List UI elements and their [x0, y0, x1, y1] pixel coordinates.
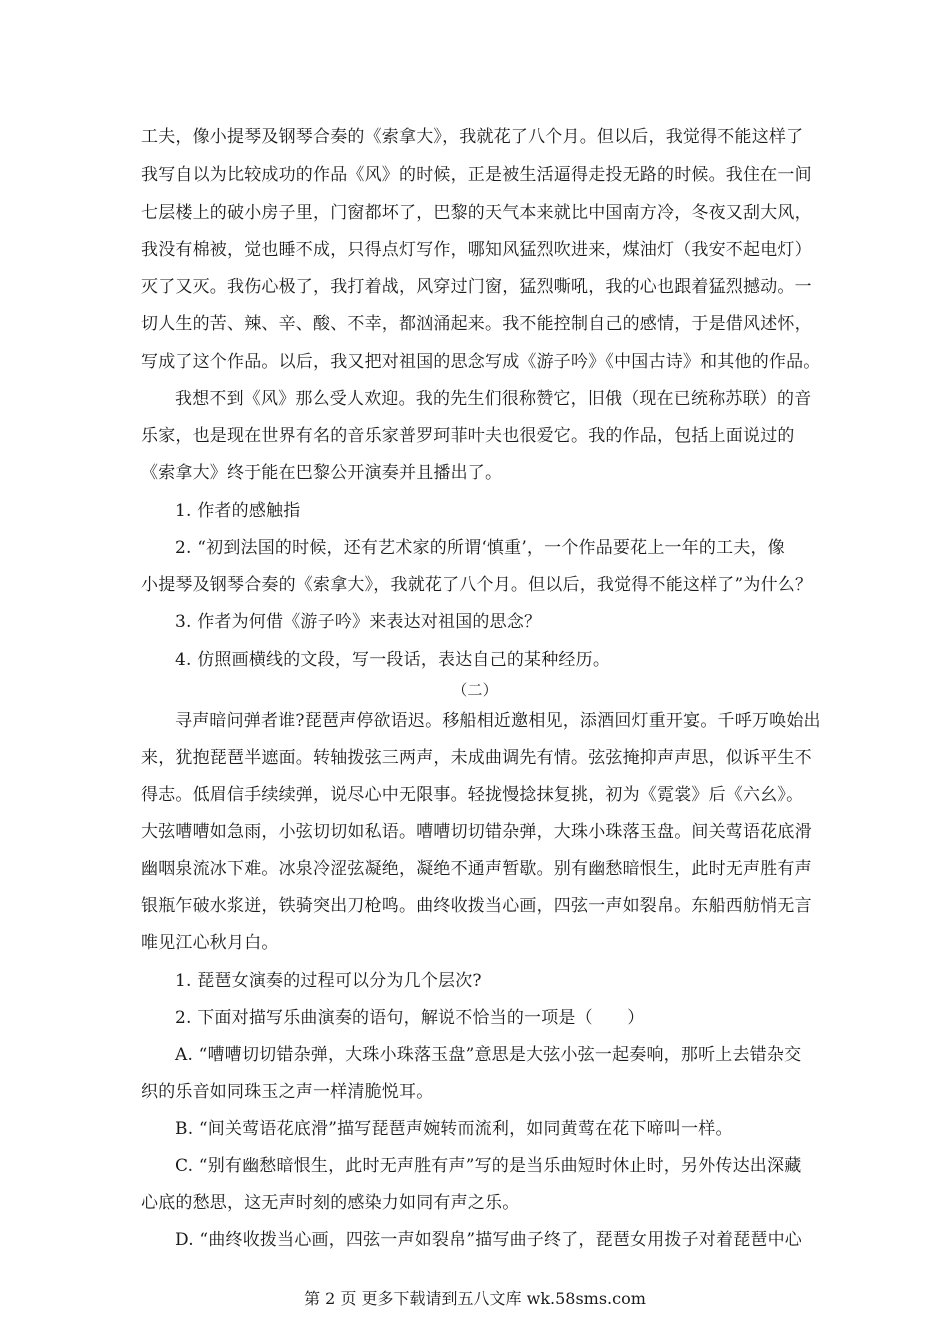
- question-item: 1. 作者的感触指: [175, 501, 301, 521]
- answer-option-d: D. “曲终收拨当心画，四弦一声如裂帛”描写曲子终了，琵琶女用拨子对着琵琶中心: [175, 1230, 803, 1250]
- passage-1-line: 写成了这个作品。以后，我又把对祖国的思念写成《游子吟》《中国古诗》和其他的作品。: [141, 352, 821, 372]
- passage-1-line: 工夫，像小提琴及钢琴合奏的《索拿大》，我就花了八个月。但以后，我觉得不能这样了: [141, 127, 804, 147]
- question-item: 2. “初到法国的时候，还有艺术家的所谓‘慎重’，一个作品要花上一年的工夫，像: [175, 538, 785, 558]
- poem-line: 唯见江心秋月白。: [141, 933, 279, 953]
- question-item: 3. 作者为何借《游子吟》来表达对祖国的思念？: [175, 612, 542, 632]
- passage-1-line: 《索拿大》终于能在巴黎公开演奏并且播出了。: [141, 463, 503, 483]
- page-footer: 第 2 页 更多下载请到五八文库 wk.58sms.com: [304, 1289, 646, 1308]
- passage-1-line: 我没有棉被，觉也睡不成，只得点灯写作，哪知风猛烈吹进来，煤油灯（我安不起电灯）: [141, 240, 812, 260]
- answer-option-a: A. “嘈嘈切切错杂弹，大珠小珠落玉盘”意思是大弦小弦一起奏响，那听上去错杂交: [175, 1045, 802, 1065]
- poem-line: 寻声暗问弹者谁?琵琶声停欲语迟。移船相近邀相见，添酒回灯重开宴。千呼万唤始出: [175, 711, 821, 731]
- section-heading: （二）: [452, 681, 498, 699]
- answer-option-c: C. “别有幽愁暗恨生，此时无声胜有声”写的是当乐曲短时休止时，另外传达出深藏: [175, 1156, 802, 1176]
- passage-1-line: 灭了又灭。我伤心极了，我打着战，风穿过门窗，猛烈嘶吼，我的心也跟着猛烈撼动。一: [141, 277, 812, 297]
- passage-1-line: 我写自以为比较成功的作品《风》的时候，正是被生活逼得走投无路的时候。我住在一间: [141, 165, 812, 185]
- question-item: 1. 琵琶女演奏的过程可以分为几个层次?: [175, 971, 482, 991]
- poem-line: 银瓶乍破水浆迸，铁骑突出刀枪鸣。曲终收拨当心画，四弦一声如裂帛。东船西舫悄无言: [141, 896, 812, 916]
- answer-option-c-cont: 心底的愁思，这无声时刻的感染力如同有声之乐。: [141, 1193, 520, 1213]
- poem-line: 幽咽泉流冰下难。冰泉冷涩弦凝绝，凝绝不通声暂歇。别有幽愁暗恨生，此时无声胜有声: [141, 859, 812, 879]
- question-item: 4. 仿照画横线的文段，写一段话，表达自己的某种经历。: [175, 650, 611, 670]
- answer-option-a-cont: 织的乐音如同珠玉之声一样清脆悦耳。: [141, 1082, 434, 1102]
- passage-1-line: 七层楼上的破小房子里，门窗都坏了，巴黎的天气本来就比中国南方冷，冬夜又刮大风，: [141, 203, 812, 223]
- question-item: 2. 下面对描写乐曲演奏的语句，解说不恰当的一项是（ ）: [175, 1008, 645, 1028]
- question-item: 小提琴及钢琴合奏的《索拿大》，我就花了八个月。但以后，我觉得不能这样了”为什么？: [141, 575, 813, 595]
- passage-1-line: 我想不到《风》那么受人欢迎。我的先生们很称赞它，旧俄（现在已统称苏联）的音: [175, 389, 812, 409]
- passage-1-line: 切人生的苦、辣、辛、酸、不幸，都汹涌起来。我不能控制自己的感情，于是借风述怀，: [141, 314, 812, 334]
- poem-line: 大弦嘈嘈如急雨，小弦切切如私语。嘈嘈切切错杂弹，大珠小珠落玉盘。间关莺语花底滑: [141, 822, 812, 842]
- passage-1-line: 乐家，也是现在世界有名的音乐家普罗珂菲叶夫也很爱它。我的作品，包括上面说过的: [141, 426, 795, 446]
- poem-line: 得志。低眉信手续续弹，说尽心中无限事。轻拢慢捻抹复挑，初为《霓裳》后《六幺》。: [141, 785, 804, 805]
- answer-option-b: B. “间关莺语花底滑”描写琵琶声婉转而流利，如同黄莺在花下啼叫一样。: [175, 1119, 733, 1139]
- poem-line: 来，犹抱琵琶半遮面。转轴拨弦三两声，未成曲调先有情。弦弦掩抑声声思，似诉平生不: [141, 748, 812, 768]
